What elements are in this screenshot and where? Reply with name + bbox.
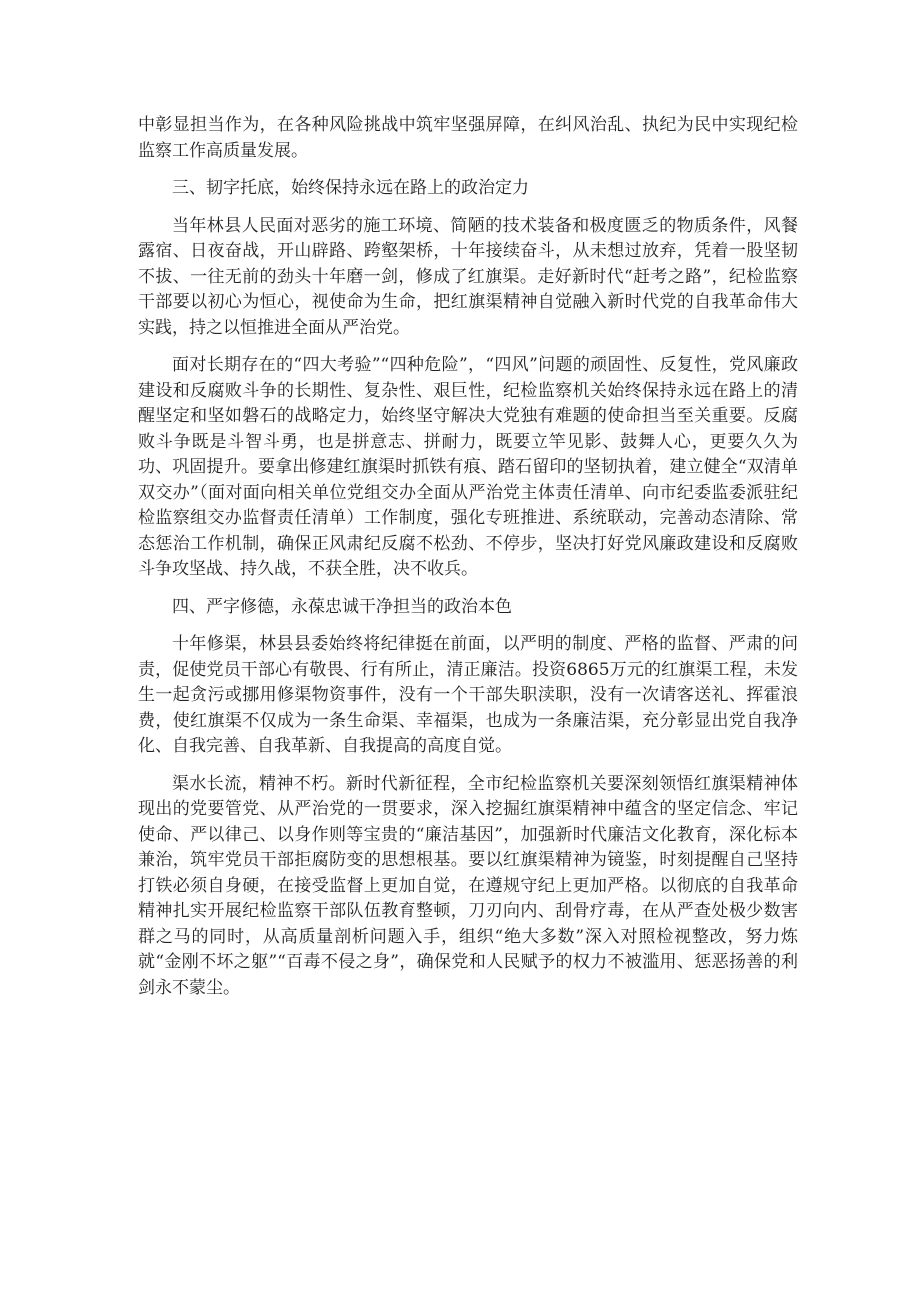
body-paragraph: 面对长期存在的“四大考验”“四种危险”，“四风”问题的顽固性、反复性，党风廉政建设和反腐败斗争的长期性、复杂性、艰巨性，纪检监察机关始终保持永远在路上的清醒坚定和坚如磐石的战略定力，始终坚守解决大党独有难题的使命担当至关重要。反腐败斗争既是斗智斗勇，也是拼意志、拼耐力，既要立竿见影、鼓舞人心，更要久久为功、巩固提升。要拿出修建红旗渠时抓铁有痕、踏石留印的坚韧执着，建立健全“双清单双交办”（面对面向相关单位党组交办全面从严治党主体责任清单、向市纪委监委派驻纪检监察组交办监督责任清单）工作制度，强化专班推进、系统联动，完善动态清除、常态惩治工作机制，确保正风肃纪反腐不松劲、不停步，坚决打好党风廉政建设和反腐败斗争攻坚战、持久战，不获全胜，决不收兵。 (138, 355, 798, 579)
body-paragraph: 渠水长流，精神不朽。新时代新征程，全市纪检监察机关要深刻领悟红旗渠精神体现出的党要管党、从严治党的一贯要求，深入挖掘红旗渠精神中蕴含的坚定信念、牢记使命、严以律己、以身作则等宝贵的“廉洁基因”，加强新时代廉洁文化教育，深化标本兼治，筑牢党员干部拒腐防变的思想根基。要以红旗渠精神为镜鉴，时刻提醒自己坚持打铁必须自身硬，在接受监督上更加自觉，在遵规守纪上更加严格。以彻底的自我革命精神扎实开展纪检监察干部队伍教育整顿，刀刃向内、刮骨疗毒，在从严查处极少数害群之马的同时，从高质量剖析问题入手，组织“绝大多数”深入对照检视整改，努力炼就“金刚不坏之躯”“百毒不侵之身”，确保党和人民赋予的权力不被滥用、惩恶扬善的利剑永不蒙尘。 (138, 773, 798, 998)
continuation-paragraph: 中彰显担当作为，在各种风险挑战中筑牢坚强屏障，在纠风治乱、执纪为民中实现纪检监察工作高质量发展。 (138, 115, 798, 161)
section-heading-3: 三、韧字托底，始终保持永远在路上的政治定力 (172, 178, 529, 198)
body-paragraph: 当年林县人民面对恶劣的施工环境、简陋的技术装备和极度匮乏的物质条件，风餐露宿、日夜奋战，开山辟路、跨壑架桥，十年接续奋斗，从未想过放弃，凭着一股坚韧不拔、一往无前的劲头十年磨一剑，修成了红旗渠。走好新时代“赶考之路”，纪检监察干部要以初心为恒心，视使命为生命，把红旗渠精神自觉融入新时代党的自我革命伟大实践，持之以恒推进全面从严治党。 (138, 215, 798, 338)
section-heading-4: 四、严字修德，永葆忠诚干净担当的政治本色 (172, 596, 512, 617)
document-body (138, 113, 798, 1013)
body-paragraph: 十年修渠，林县县委始终将纪律挺在前面，以严明的制度、严格的监督、严肃的问责，促使党员干部心有敬畏、行有所止，清正廉洁。投资6865万元的红旗渠工程，未发生一起贪污或挪用修渠物资事件，没有一个干部失职渎职，没有一次请客送礼、挥霍浪费，使红旗渠不仅成为一条生命渠、幸福渠，也成为一条廉洁渠，充分彰显出党自我净化、自我完善、自我革新、自我提高的高度自觉。 (138, 634, 798, 756)
